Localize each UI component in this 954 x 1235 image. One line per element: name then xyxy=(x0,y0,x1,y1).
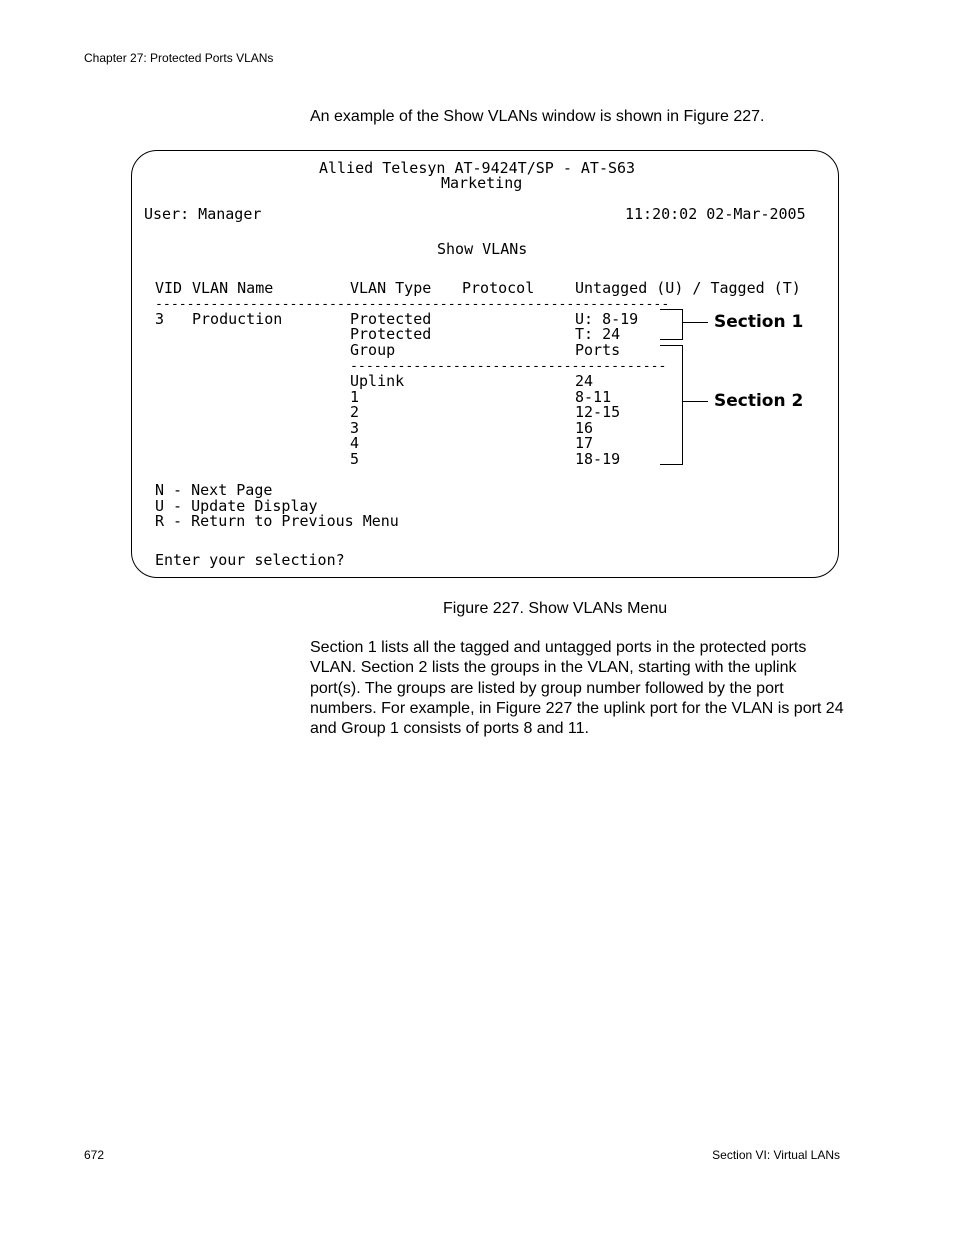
user-label: User: Manager xyxy=(144,205,262,223)
group-ports: 16 xyxy=(575,419,594,437)
tagged-ports: T: 24 xyxy=(575,325,621,343)
group-label: 4 xyxy=(350,434,360,452)
ports-header: Ports xyxy=(575,341,621,359)
timestamp: 11:20:02 02-Mar-2005 xyxy=(625,205,806,223)
section1-leader-line xyxy=(683,322,708,323)
group-label: 1 xyxy=(350,388,360,406)
divider-full: ----------------------------------------------------------------- xyxy=(155,297,670,312)
intro-text: An example of the Show VLANs window is shown in Figure 227. xyxy=(310,108,765,125)
group-ports: 17 xyxy=(575,434,594,452)
body-paragraph: Section 1 lists all the tagged and untagged ports in the protected ports VLAN. Section 2 lists the groups in the VLAN, starting with the uplink port(s). The groups are listed by group number followed by the port numbers. For example, in Figure 227 the uplink port for the VLAN is port 24 and Group 1 consists of ports 8 and 11. xyxy=(310,639,844,738)
column-vid: VID xyxy=(155,279,183,297)
option-next-page: N - Next Page xyxy=(155,481,273,499)
column-vlan-name: VLAN Name xyxy=(192,279,274,297)
option-update-display: U - Update Display xyxy=(155,497,318,515)
group-label: 5 xyxy=(350,450,360,468)
column-ports: Untagged (U) / Tagged (T) xyxy=(575,279,801,297)
group-ports: 24 xyxy=(575,372,594,390)
untagged-ports: U: 8-19 xyxy=(575,310,639,328)
column-vlan-type: VLAN Type xyxy=(350,279,432,297)
chapter-header: Chapter 27: Protected Ports VLANs xyxy=(84,51,274,65)
section1-bracket xyxy=(660,309,683,340)
section2-bracket xyxy=(660,345,683,465)
page-number: 672 xyxy=(84,1148,105,1162)
vlan-type-line: Protected xyxy=(350,325,432,343)
option-return-menu: R - Return to Previous Menu xyxy=(155,512,399,530)
group-ports: 8-11 xyxy=(575,388,612,406)
group-ports: 18-19 xyxy=(575,450,621,468)
column-protocol: Protocol xyxy=(462,279,535,297)
group-label: 2 xyxy=(350,403,360,421)
vlan-type-line: Protected xyxy=(350,310,432,328)
figure-caption: Figure 227. Show VLANs Menu xyxy=(443,600,668,617)
group-ports: 12-15 xyxy=(575,403,621,421)
selection-prompt: Enter your selection? xyxy=(155,551,345,569)
vlan-type-line: Group xyxy=(350,341,396,359)
vlan-name: Production xyxy=(192,310,283,328)
group-label: Uplink xyxy=(350,372,405,390)
footer-section: Section VI: Virtual LANs xyxy=(712,1148,840,1162)
section2-leader-line xyxy=(683,401,708,402)
screen-title-line2: Marketing xyxy=(441,174,523,192)
divider-half: ---------------------------------------- xyxy=(350,359,667,374)
group-label: 3 xyxy=(350,419,360,437)
section1-label: Section 1 xyxy=(714,312,804,332)
section2-label: Section 2 xyxy=(714,391,804,411)
menu-title: Show VLANs xyxy=(437,240,528,258)
vlan-vid: 3 xyxy=(155,310,165,328)
screen-title-line1: Allied Telesyn AT-9424T/SP - AT-S63 xyxy=(319,159,636,177)
